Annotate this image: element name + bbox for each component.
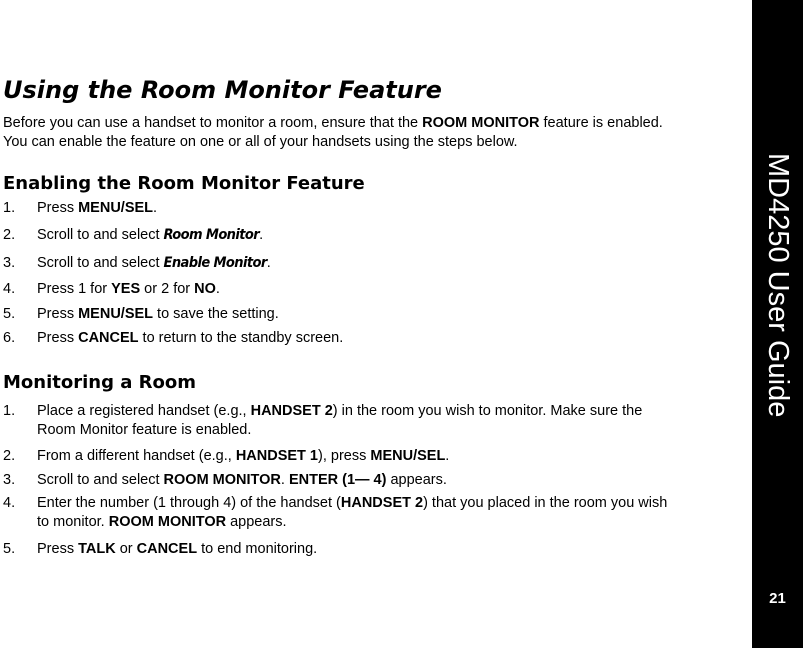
intro-paragraph (3, 114, 683, 152)
step-text: . (259, 227, 264, 243)
step-key: HANDSET 2 (340, 495, 424, 511)
enabling-step (3, 199, 683, 218)
step-text: Scroll to and select (37, 472, 164, 488)
step-key: ROOM MONITOR (108, 514, 227, 530)
monitoring-step (3, 494, 683, 532)
step-number: 3. (3, 255, 16, 271)
step-text: Scroll to and select (37, 255, 164, 271)
step-text: Press 1 for (37, 281, 112, 297)
enabling-step (3, 329, 683, 348)
step-number: 5. (3, 306, 16, 322)
step-text: Enter the number (1 through 4) of the handset ( (37, 495, 341, 511)
enabling-step (3, 305, 683, 324)
step-number: 4. (3, 281, 16, 297)
step-text: . (280, 472, 289, 488)
enabling-heading: Enabling the Room Monitor Feature (3, 173, 365, 194)
step-key: CANCEL (136, 541, 198, 557)
sidebar-tab (752, 0, 803, 648)
step-text: . (445, 448, 450, 464)
step-key: CANCEL (78, 330, 139, 346)
step-text: Place a registered handset (e.g., (37, 403, 251, 419)
step-text: or 2 for (140, 281, 195, 297)
enabling-step (3, 280, 683, 299)
intro-bold-term: ROOM MONITOR (422, 115, 540, 131)
step-key: HANDSET 1 (235, 448, 318, 464)
monitoring-step (3, 447, 683, 466)
step-number: 1. (3, 403, 16, 419)
step-text: ) in the room you wish to monitor. Make sure the Room Monitor feature is enabled. (37, 403, 643, 438)
step-text: Press (37, 330, 79, 346)
lcd-menu-item: Enable Monitor (163, 255, 267, 271)
page-title: Using the Room Monitor Feature (3, 76, 442, 104)
step-number: 3. (3, 472, 16, 488)
step-text: Scroll to and select (37, 227, 164, 243)
step-key: ROOM MONITOR (163, 472, 281, 488)
step-key: NO (194, 281, 216, 297)
step-number: 6. (3, 330, 16, 346)
step-key: HANDSET 2 (250, 403, 333, 419)
enabling-step (3, 254, 683, 273)
step-key: MENU/SEL (78, 200, 154, 216)
step-key: MENU/SEL (78, 306, 154, 322)
intro-text: Before you can use a handset to monitor a room, ensure that the (3, 115, 423, 131)
intro-text: feature is enabled. You can enable the feature on one or all of your handsets using the steps below. (3, 115, 663, 150)
guide-title: MD4250 User Guide (762, 153, 794, 418)
step-text: Press (37, 306, 79, 322)
monitoring-heading: Monitoring a Room (3, 372, 197, 393)
monitoring-step (3, 471, 683, 490)
step-key: YES (111, 281, 141, 297)
step-number: 2. (3, 448, 16, 464)
step-text: . (215, 281, 220, 297)
step-text: to end monitoring. (197, 541, 318, 557)
step-number: 1. (3, 200, 16, 216)
step-text: Press (37, 541, 79, 557)
step-number: 2. (3, 227, 16, 243)
step-number: 5. (3, 541, 16, 557)
step-text: appears. (386, 472, 447, 488)
step-number: 4. (3, 495, 16, 511)
step-text: ) that you placed in the room you wish to monitor. (37, 495, 668, 530)
enabling-step (3, 226, 683, 245)
step-text: From a different handset (e.g., (37, 448, 236, 464)
page-number: 21 (769, 590, 786, 607)
monitoring-step (3, 402, 683, 440)
step-key: MENU/SEL (370, 448, 446, 464)
step-text: ), press (318, 448, 371, 464)
step-text: appears. (226, 514, 287, 530)
step-text: . (266, 255, 271, 271)
monitoring-step (3, 540, 683, 559)
step-text: to return to the standby screen. (138, 330, 344, 346)
step-text: or (115, 541, 137, 557)
lcd-menu-item: Room Monitor (163, 227, 260, 243)
step-key: ENTER (1— 4) (288, 472, 387, 488)
step-text: Press (37, 200, 79, 216)
step-key: TALK (78, 541, 116, 557)
step-text: . (153, 200, 158, 216)
step-text: to save the setting. (153, 306, 279, 322)
